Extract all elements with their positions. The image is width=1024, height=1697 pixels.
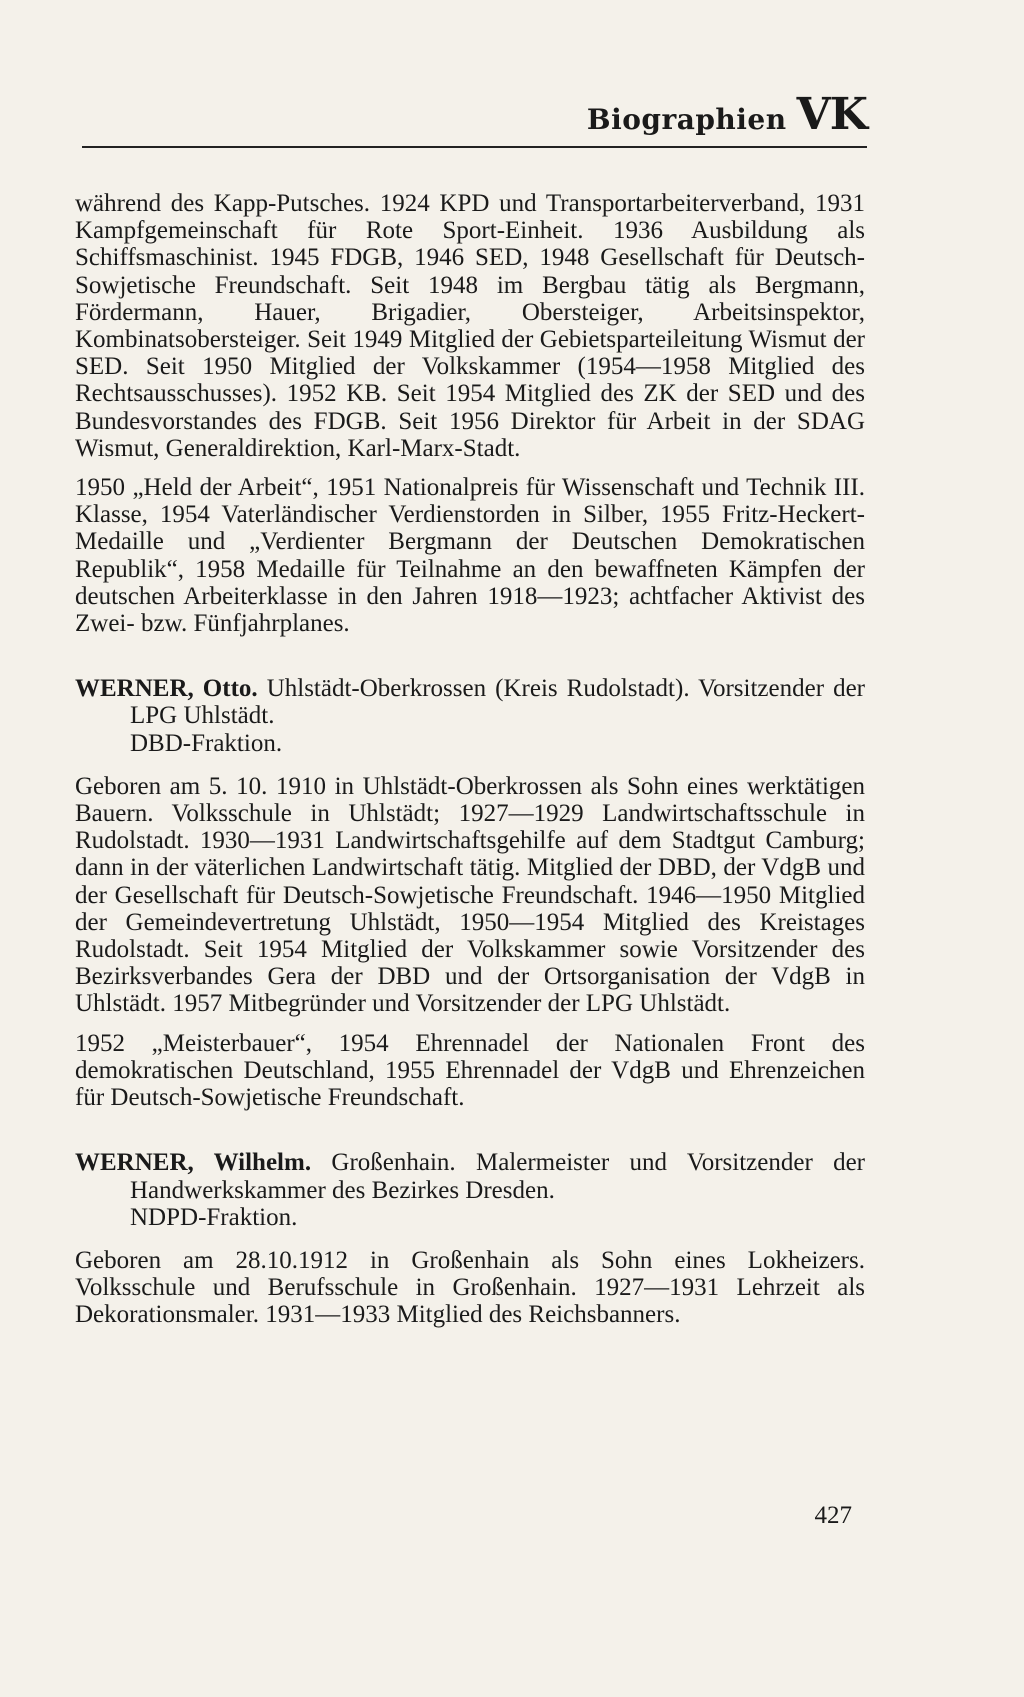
entry-awards: 1952 „Meisterbauer“, 1954 Ehrennadel der Nationalen Front des demokratischen Deutschland, 1955 Ehrennadel der VdgB und Ehrenzeichen für Deutsch-Sowjetische Freundschaft. xyxy=(75,1029,865,1112)
entry-description: Uhlstädt-Oberkrossen (Kreis Rudolstadt). Vorsitzender der LPG Uhlstädt. xyxy=(130,675,866,730)
header-rule xyxy=(82,146,867,148)
running-head xyxy=(587,89,867,140)
entry-heading-otto-werner xyxy=(75,675,865,729)
body-text xyxy=(75,190,865,1329)
section-code: VK xyxy=(796,89,867,140)
entry-biography: Geboren am 5. 10. 1910 in Uhlstädt-Oberkrossen als Sohn eines werktätigen Bauern. Volksschule in Uhlstädt; 1927—1929 Landwirtschaftsschule in Rudolstadt. 1930—1931 Landwirtschaftsgehilfe auf dem Stadtgut Camburg; dann in der väterlichen Landwirtschaft tätig. Mitglied der DBD, der VdgB und der Gesellschaft für Deutsch-Sowjetische Freundschaft. 1946—1950 Mitglied der Gemeindevertretung Uhlstädt, 1950—1954 Mitglied des Kreistages Rudolstadt. Seit 1954 Mitglied der Volkskammer sowie Vorsitzender des Bezirksverbandes Gera der DBD und der Ortsorganisation der VdgB in Uhlstädt. 1957 Mitbegründer und Vorsitzender der LPG Uhlstädt. xyxy=(75,772,865,1018)
section-title: Biographien xyxy=(586,103,787,136)
entry-name: WERNER, Wilhelm. xyxy=(75,1149,312,1177)
entry-faction: DBD-Fraktion. xyxy=(130,729,283,757)
entry-biography: Geboren am 28.10.1912 in Großenhain als Sohn eines Lokheizers. Volksschule und Berufsschule in Großenhain. 1927—1931 Lehrzeit als Dekorationsmaler. 1931—1933 Mitglied des Reichsbanners. xyxy=(75,1246,865,1329)
entry-heading-wilhelm-werner xyxy=(75,1149,865,1203)
page-header xyxy=(82,89,867,148)
entry-faction: NDPD-Fraktion. xyxy=(130,1203,298,1231)
continued-biography-paragraph: während des Kapp-Putsches. 1924 KPD und Transportarbeiterverband, 1931 Kampfgemeinschaft für Rote Sport-Einheit. 1936 Ausbildung als Schiffsmaschinist. 1945 FDGB, 1946 SED, 1948 Gesellschaft für Deutsch-Sowjetische Freundschaft. Seit 1948 im Bergbau tätig als Bergmann, Fördermann, Hauer, Brigadier, Obersteiger, Arbeitsinspektor, Kombinatsobersteiger. Seit 1949 Mitglied der Gebietsparteileitung Wismut der SED. Seit 1950 Mitglied der Volkskammer (1954—1958 Mitglied des Rechtsausschusses). 1952 KB. Seit 1954 Mitglied des ZK der SED und des Bundesvorstandes des FDGB. Seit 1956 Direktor für Arbeit in der SDAG Wismut, Generaldirektion, Karl-Marx-Stadt. xyxy=(75,190,865,462)
continued-awards-paragraph: 1950 „Held der Arbeit“, 1951 Nationalpreis für Wissenschaft und Technik III. Klasse, 1954 Vaterländischer Verdienstorden in Silber, 1955 Fritz-Heckert-Medaille und „Verdienter Bergmann der Deutschen Demokratischen Republik“, 1958 Medaille für Teilnahme an den bewaffneten Kämpfen der deutschen Arbeiterklasse in den Jahren 1918—1923; achtfacher Aktivist des Zwei- bzw. Fünfjahrplanes. xyxy=(75,474,865,638)
page-number: 427 xyxy=(814,1502,852,1529)
entry-description: Großenhain. Malermeister und Vorsitzender der Handwerkskammer des Bezirkes Dresden. xyxy=(130,1149,866,1204)
entry-name: WERNER, Otto. xyxy=(75,675,258,703)
